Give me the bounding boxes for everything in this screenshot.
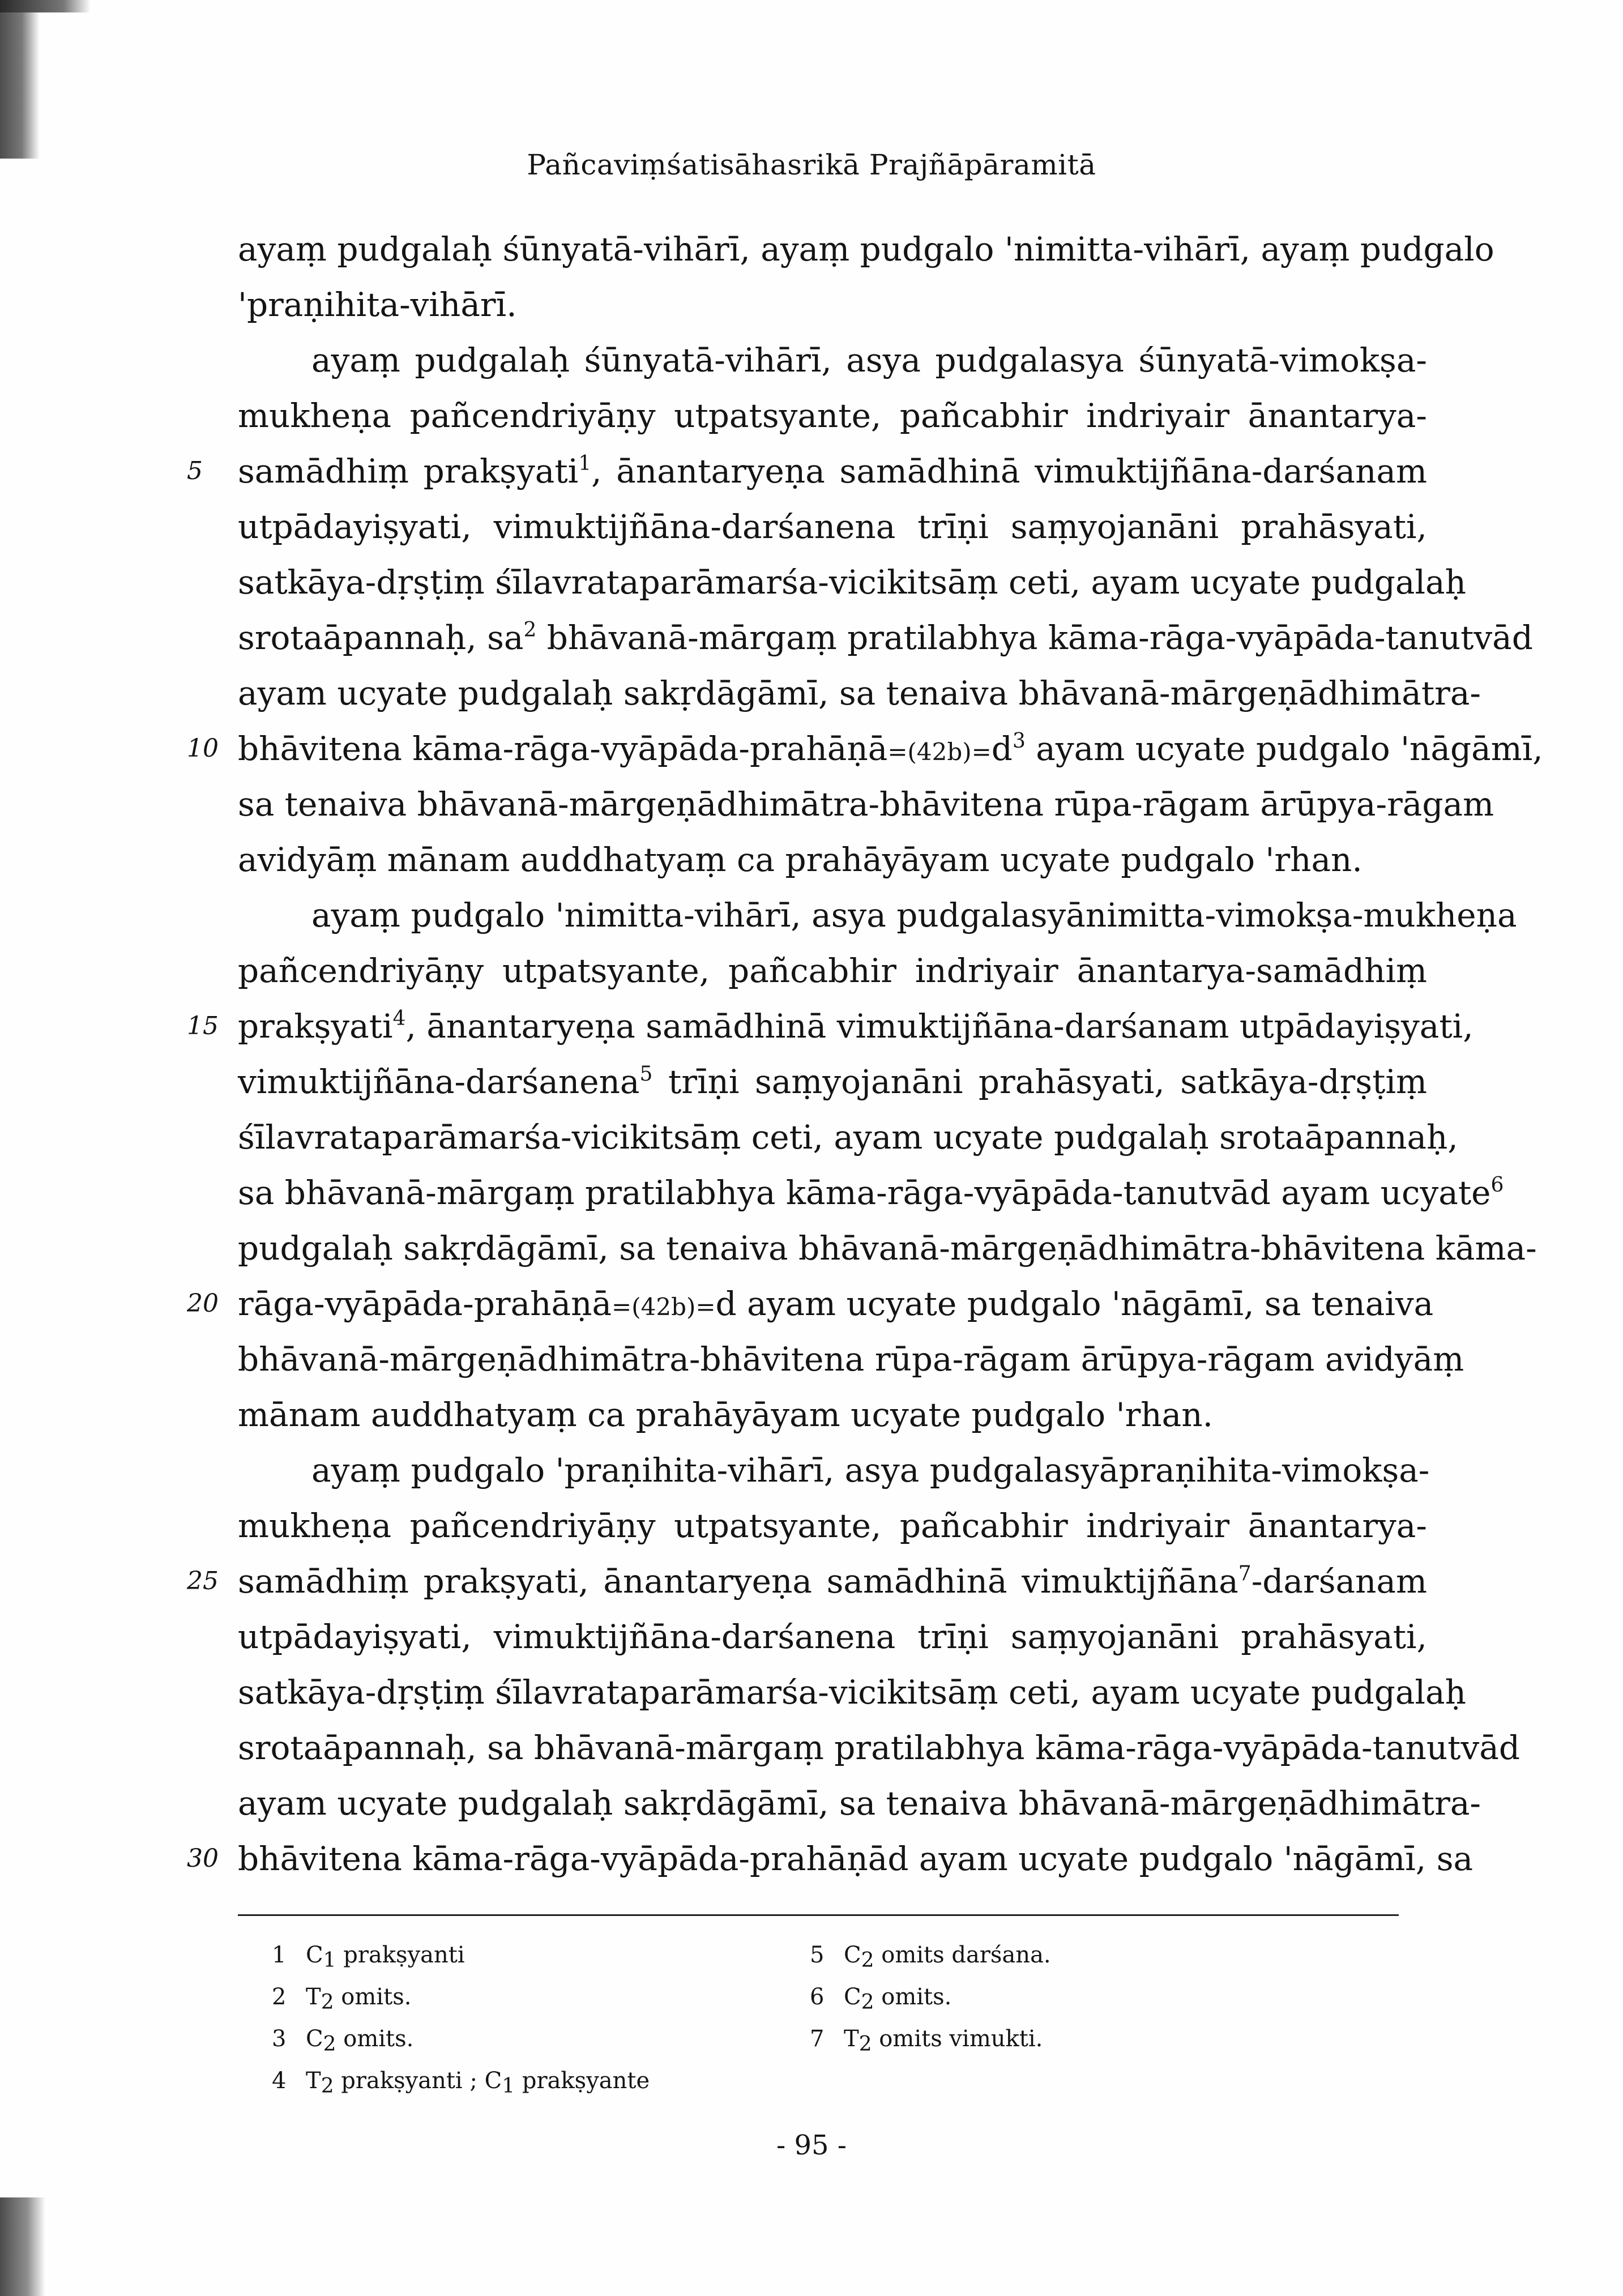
footnote: 6 $C_2$ omits. [810, 1984, 952, 2014]
running-head: Pañcaviṃśatisāhasrikā Prajñāpāramitā [527, 148, 1096, 181]
text-line-24: mukheṇa pañcendriyāṇy utpatsyante, pañcabhir indriyair ānantarya- [238, 1507, 1427, 1545]
text-line-13: ayaṃ pudgalo 'nimitta-vihārī, asya pudgalasyānimitta-vimokṣa-mukheṇa [311, 896, 1517, 934]
text-line-4: mukheṇa pañcendriyāṇy utpatsyante, pañcabhir indriyair ānantarya- [238, 396, 1427, 435]
note-ref: 4 [392, 1007, 406, 1030]
footnote: 3 $C_2$ omits. [272, 2026, 414, 2056]
footnote-divider [238, 1914, 1399, 1916]
text-line-3: ayaṃ pudgalaḥ śūnyatā-vihārī, asya pudgalasya śūnyatā-vimokṣa- [311, 341, 1427, 379]
scan-edge-bar-top [0, 0, 91, 12]
line-number: 10 [187, 734, 219, 763]
note-ref: 6 [1490, 1173, 1504, 1197]
scan-edge-shadow-bottom [0, 2197, 45, 2296]
text-line-12: avidyāṃ mānam auddhatyaṃ ca prahāyāyam ucyate pudgalo 'rhan. [238, 840, 1363, 879]
text-line-11: sa tenaiva bhāvanā-mārgeṇādhimātra-bhāvitena rūpa-rāgam ārūpya-rāgam [238, 785, 1494, 823]
text-line-20: 20 rāga-vyāpāda-prahāṇā=(42b)=d ayam ucyate pudgalo 'nāgāmī, sa tenaiva [238, 1281, 1427, 1326]
footnotes-right [810, 1934, 1319, 2060]
footnote: 2 $T_2$ omits. [272, 1984, 412, 2014]
text-line-1: ayaṃ pudgalaḥ śūnyatā-vihārī, ayaṃ pudgalo 'nimitta-vihārī, ayaṃ pudgalo [238, 230, 1494, 268]
folio-marker: =(42b)= [887, 738, 992, 766]
text-line-6: utpādayiṣyati, vimuktijñāna-darśanena trīṇi saṃyojanāni prahāsyati, [238, 507, 1427, 546]
text-line-28: srotaāpannaḥ, sa bhāvanā-mārgaṃ pratilabhya kāma-rāga-vyāpāda-tanutvād [238, 1729, 1520, 1767]
footnotes-left [272, 1934, 781, 2102]
text-line-19: pudgalaḥ sakṛdāgāmī, sa tenaiva bhāvanā-mārgeṇādhimātra-bhāvitena kāma- [238, 1229, 1537, 1268]
line-number: 15 [187, 1012, 219, 1040]
text-line-21: bhāvanā-mārgeṇādhimātra-bhāvitena rūpa-rāgam ārūpya-rāgam avidyāṃ [238, 1340, 1464, 1379]
text-line-8: srotaāpannaḥ, $sa^2$ bhāvanā-mārgaṃ pratilabhya kāma-rāga-vyāpāda-tanutvād [238, 618, 1533, 657]
text-line-9: ayam ucyate pudgalaḥ sakṛdāgāmī, sa tenaiva bhāvanā-mārgeṇādhimātra- [238, 674, 1481, 712]
text-line-30: 30 bhāvitena kāma-rāga-vyāpāda-prahāṇād ayam ucyate pudgalo 'nāgāmī, sa [238, 1836, 1427, 1881]
footnote: 1 $C_1$ prakṣyanti [272, 1942, 465, 1972]
text-line-5: 5 samādhiṃ prakṣyati$^1$, ānantaryeṇa samādhinā vimuktijñāna-darśanam [238, 449, 1427, 494]
note-ref: 1 [578, 452, 592, 475]
text-line-10: 10 bhāvitena kāma-$rāga-vyāpāda-prahāṇā=(42b)=d^3$ ayam ucyate pudgalo 'nāgāmī, [238, 726, 1427, 771]
text-line-27: satkāya-dṛṣṭiṃ śīlavrataparāmarśa-vicikitsāṃ ceti, ayam ucyate pudgalaḥ [238, 1673, 1466, 1712]
line-number: 20 [187, 1289, 219, 1318]
folio-marker: =(42b)= [612, 1293, 716, 1321]
footnote: 7 $T_2$ omits vimukti. [810, 2026, 1043, 2056]
footnote: 5 $C_2$ omits darśana. [810, 1942, 1051, 1972]
scan-edge-shadow-top [0, 0, 40, 159]
text-line-17: śīlavrataparāmarśa-vicikitsāṃ ceti, ayam ucyate pudgalaḥ srotaāpannaḥ, [238, 1118, 1458, 1156]
note-ref: 3 [1012, 729, 1026, 753]
text-line-22: mānam auddhatyaṃ ca prahāyāyam ucyate pudgalo 'rhan. [238, 1395, 1214, 1434]
text-line-14: pañcendriyāṇy utpatsyante, pañcabhir indriyair ānantarya-samādhiṃ [238, 951, 1427, 990]
line-number: 25 [187, 1567, 219, 1595]
line-number: 30 [187, 1844, 219, 1873]
note-ref: 2 [523, 618, 537, 642]
page-number: - 95 - [776, 2129, 847, 2161]
footnote: 4 $T_2$ prakṣyanti ; $C_1$ prakṣyante [272, 2068, 650, 2098]
line-number: 5 [187, 456, 203, 485]
text-line-16: vimuktijñāna-darśanena$^5$ trīṇi saṃyojanāni prahāsyati, satkāya-dṛṣṭiṃ [238, 1062, 1427, 1101]
text-line-15: 15 prakṣyati$^4$, ānantaryeṇa samādhinā vimuktijñāna-darśanam utpādayiṣyati, [238, 1004, 1427, 1049]
note-ref: 7 [1238, 1562, 1252, 1585]
text-line-25: 25 samādhiṃ prakṣyati, ānantaryeṇa samādhinā vimuktijñāna$^7$-darśanam [238, 1559, 1427, 1604]
text-line-23: ayaṃ pudgalo 'praṇihita-vihārī, asya pudgalasyāpraṇihita-vimokṣa- [311, 1451, 1430, 1490]
text-line-7: satkāya-dṛṣṭiṃ śīlavrataparāmarśa-vicikitsāṃ ceti, ayam ucyate pudgalaḥ [238, 563, 1466, 601]
text-line-18: sa bhāvanā-mārgaṃ pratilabhya kāma-rāga-vyāpāda-tanutvād ayam ucyate$^6$ [238, 1173, 1504, 1212]
text-line-29: ayam ucyate pudgalaḥ sakṛdāgāmī, sa tenaiva bhāvanā-mārgeṇādhimātra- [238, 1784, 1481, 1823]
note-ref: 5 [639, 1062, 653, 1086]
text-line-26: utpādayiṣyati, vimuktijñāna-darśanena trīṇi saṃyojanāni prahāsyati, [238, 1618, 1427, 1656]
text-line-2: 'praṇihita-vihārī. [238, 285, 517, 324]
